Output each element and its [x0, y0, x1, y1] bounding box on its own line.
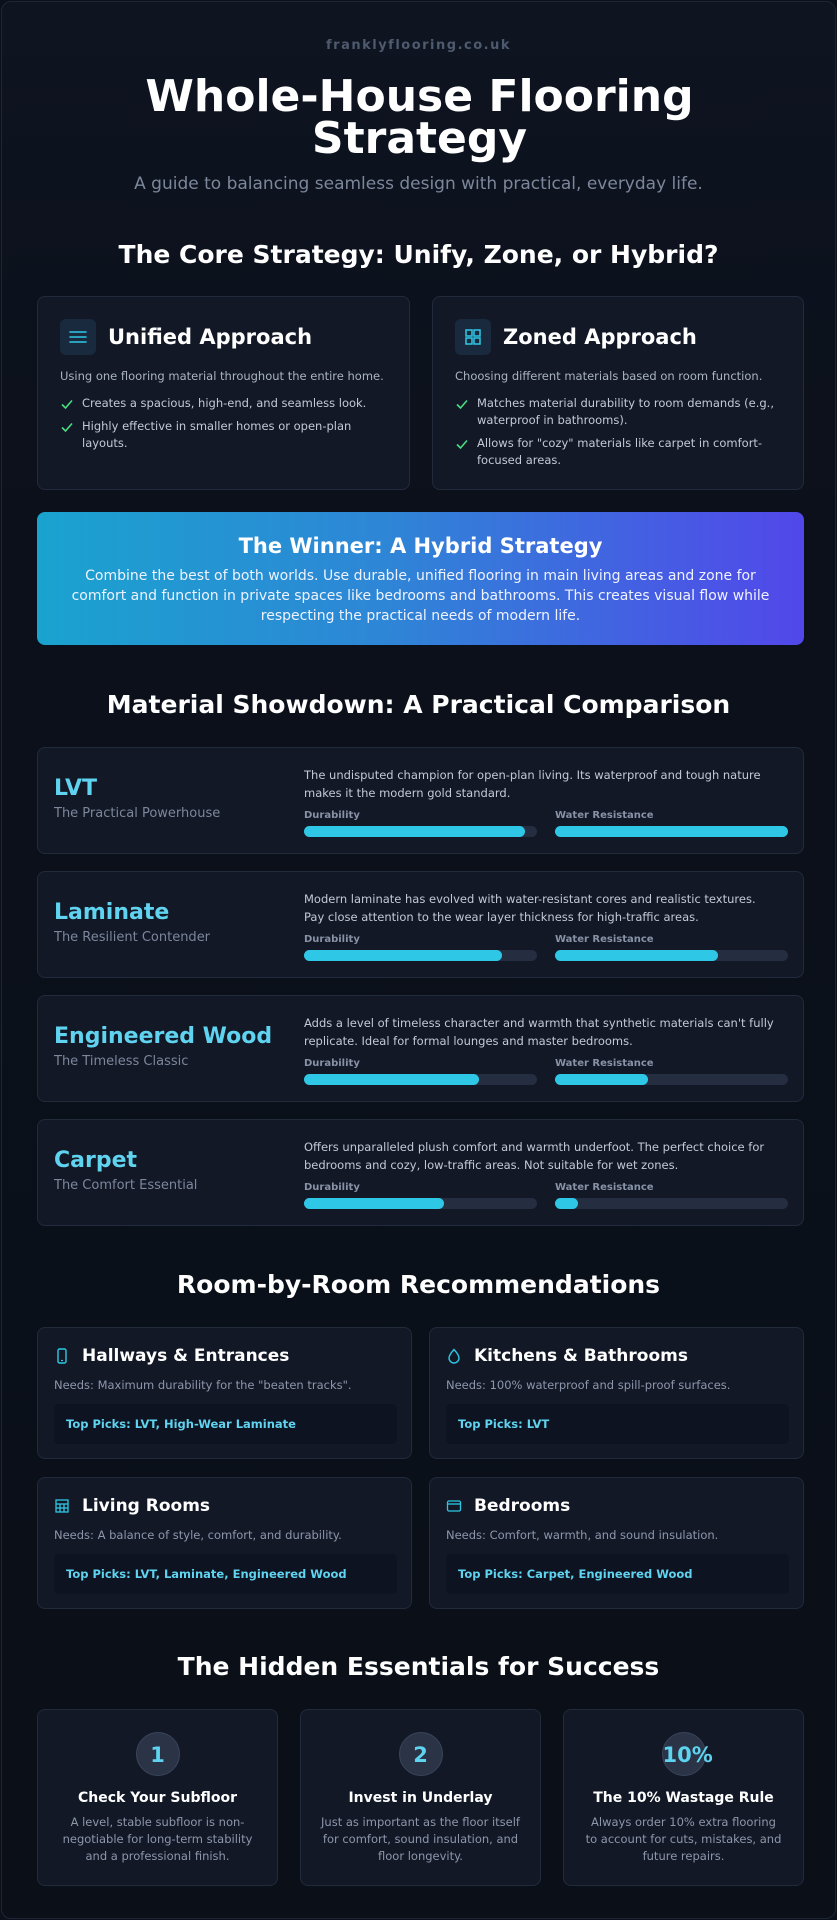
durability-label: Durability	[304, 934, 360, 945]
list-icon	[60, 319, 96, 355]
hybrid-strategy-title: The Winner: A Hybrid Strategy	[238, 534, 603, 558]
room-card-hallways	[37, 1327, 412, 1459]
essential-text: Always order 10% extra flooring to account for cuts, mistakes, and future repairs.	[585, 1815, 782, 1863]
durability-fill	[304, 826, 525, 837]
material-card-lvt	[37, 747, 804, 854]
material-tagline: The Timeless Classic	[54, 1054, 189, 1069]
water-resistance-label: Water Resistance	[555, 810, 654, 821]
water-resistance-fill	[555, 950, 718, 961]
material-card-engineered-wood	[37, 995, 804, 1102]
water-resistance-label: Water Resistance	[555, 934, 654, 945]
hybrid-strategy-text: Combine the best of both worlds. Use durable, unified flooring in main living areas and zone for comfort and function in private spaces like bedrooms and bathrooms. This creates visual flow while respecting the practical needs of modern life.	[71, 568, 770, 624]
material-desc: Offers unparalleled plush comfort and warmth underfoot. The perfect choice for bedrooms and cozy, low-traffic areas. Not suitable for wet zones.	[304, 1140, 765, 1172]
zoned-approach-card	[432, 296, 804, 490]
room-needs: Needs: Comfort, warmth, and sound insulation.	[446, 1528, 719, 1542]
check-icon	[60, 420, 74, 434]
zoned-approach-title: Zoned Approach	[503, 325, 697, 349]
room-title: Hallways & Entrances	[82, 1346, 290, 1366]
essentials-heading: The Hidden Essentials for Success	[177, 1652, 660, 1681]
durability-fill	[304, 1198, 444, 1209]
water-resistance-bar	[555, 950, 788, 961]
site-domain: franklyflooring.co.uk	[326, 38, 511, 53]
material-tagline: The Practical Powerhouse	[54, 806, 221, 821]
room-top-picks: Top Picks: LVT, Laminate, Engineered Wood	[54, 1554, 397, 1594]
water-resistance-label: Water Resistance	[555, 1058, 654, 1069]
water-resistance-bar	[555, 826, 788, 837]
durability-fill	[304, 1074, 479, 1085]
infographic-page	[1, 1, 836, 1919]
droplet-icon	[446, 1348, 462, 1364]
zoned-approach-desc: Choosing different materials based on room function.	[455, 369, 763, 383]
durability-label: Durability	[304, 1058, 360, 1069]
unified-point-text: Creates a spacious, high-end, and seamless look.	[82, 396, 367, 410]
unified-point-text: Highly effective in smaller homes or open-plan layouts.	[82, 419, 352, 450]
room-needs: Needs: A balance of style, comfort, and durability.	[54, 1528, 342, 1542]
room-top-picks: Top Picks: Carpet, Engineered Wood	[446, 1554, 789, 1594]
grid-icon	[455, 319, 491, 355]
water-resistance-fill	[555, 1074, 648, 1085]
material-desc: Modern laminate has evolved with water-resistant cores and realistic textures. Pay close attention to the wear layer thickness for high-traffic areas.	[304, 892, 756, 924]
essential-badge: 2	[399, 1732, 443, 1776]
room-title: Bedrooms	[474, 1496, 571, 1516]
room-title: Living Rooms	[82, 1496, 211, 1516]
room-top-picks: Top Picks: LVT	[446, 1404, 789, 1444]
check-icon	[455, 397, 469, 411]
rooms-heading: Room-by-Room Recommendations	[176, 1270, 661, 1299]
essential-title: Invest in Underlay	[348, 1790, 493, 1806]
material-name: Engineered Wood	[54, 1024, 273, 1049]
list-item	[455, 435, 785, 469]
check-icon	[60, 397, 74, 411]
list-item	[60, 395, 390, 412]
room-needs: Needs: 100% waterproof and spill-proof surfaces.	[446, 1378, 731, 1392]
essential-text: Just as important as the floor itself for comfort, sound insulation, and floor longevity.	[321, 1815, 520, 1863]
essential-card-underlay	[300, 1709, 541, 1886]
material-name: Laminate	[54, 900, 170, 925]
room-title: Kitchens & Bathrooms	[474, 1346, 688, 1366]
unified-approach-desc: Using one flooring material throughout the entire home.	[60, 369, 384, 383]
essential-title: The 10% Wastage Rule	[593, 1790, 774, 1806]
water-resistance-bar	[555, 1198, 788, 1209]
material-name: LVT	[54, 776, 98, 801]
list-item	[455, 395, 785, 429]
material-desc: Adds a level of timeless character and warmth that synthetic materials can't fully replicate. Ideal for formal lounges and master bedrooms.	[304, 1016, 774, 1048]
zoned-point-text: Allows for "cozy" materials like carpet in comfort-focused areas.	[477, 436, 763, 467]
room-card-kitchens	[429, 1327, 804, 1459]
durability-bar	[304, 1074, 537, 1085]
essential-card-subfloor	[37, 1709, 278, 1886]
durability-bar	[304, 826, 537, 837]
water-resistance-fill	[555, 1198, 578, 1209]
durability-bar	[304, 1198, 537, 1209]
durability-fill	[304, 950, 502, 961]
essential-title: Check Your Subfloor	[77, 1790, 238, 1806]
room-top-picks: Top Picks: LVT, High-Wear Laminate	[54, 1404, 397, 1444]
unified-approach-card	[37, 296, 410, 490]
essential-badge: 1	[136, 1732, 180, 1776]
zoned-point-text: Matches material durability to room demands (e.g., waterproof in bathrooms).	[477, 396, 774, 427]
strategy-heading: The Core Strategy: Unify, Zone, or Hybrid?	[118, 240, 719, 269]
check-icon	[455, 437, 469, 451]
material-name: Carpet	[54, 1148, 138, 1173]
material-card-carpet	[37, 1119, 804, 1226]
phone-icon	[54, 1348, 70, 1364]
window-icon	[446, 1498, 462, 1514]
room-needs: Needs: Maximum durability for the "beaten tracks".	[54, 1378, 352, 1392]
zoned-points	[455, 395, 785, 475]
page-subtitle: A guide to balancing seamless design with practical, everyday life.	[134, 174, 703, 194]
water-resistance-bar	[555, 1074, 788, 1085]
essential-card-wastage	[563, 1709, 804, 1886]
essential-badge: 10%	[662, 1732, 706, 1776]
hybrid-strategy-banner	[37, 512, 804, 645]
durability-bar	[304, 950, 537, 961]
material-tagline: The Resilient Contender	[54, 930, 211, 945]
unified-points	[60, 395, 390, 458]
room-card-living-rooms	[37, 1477, 412, 1609]
durability-label: Durability	[304, 1182, 360, 1193]
water-resistance-fill	[555, 826, 788, 837]
materials-heading: Material Showdown: A Practical Comparison	[106, 690, 731, 719]
page-title: Whole-House Flooring Strategy	[145, 71, 694, 164]
material-tagline: The Comfort Essential	[54, 1178, 198, 1193]
water-resistance-label: Water Resistance	[555, 1182, 654, 1193]
building-icon	[54, 1498, 70, 1514]
unified-approach-title: Unified Approach	[108, 325, 313, 349]
material-card-laminate	[37, 871, 804, 978]
room-card-bedrooms	[429, 1477, 804, 1609]
list-item	[60, 418, 390, 452]
durability-label: Durability	[304, 810, 360, 821]
material-desc: The undisputed champion for open-plan living. Its waterproof and tough nature makes it the modern gold standard.	[304, 768, 761, 800]
essential-text: A level, stable subfloor is non-negotiable for long-term stability and a professional finish.	[62, 1815, 253, 1863]
